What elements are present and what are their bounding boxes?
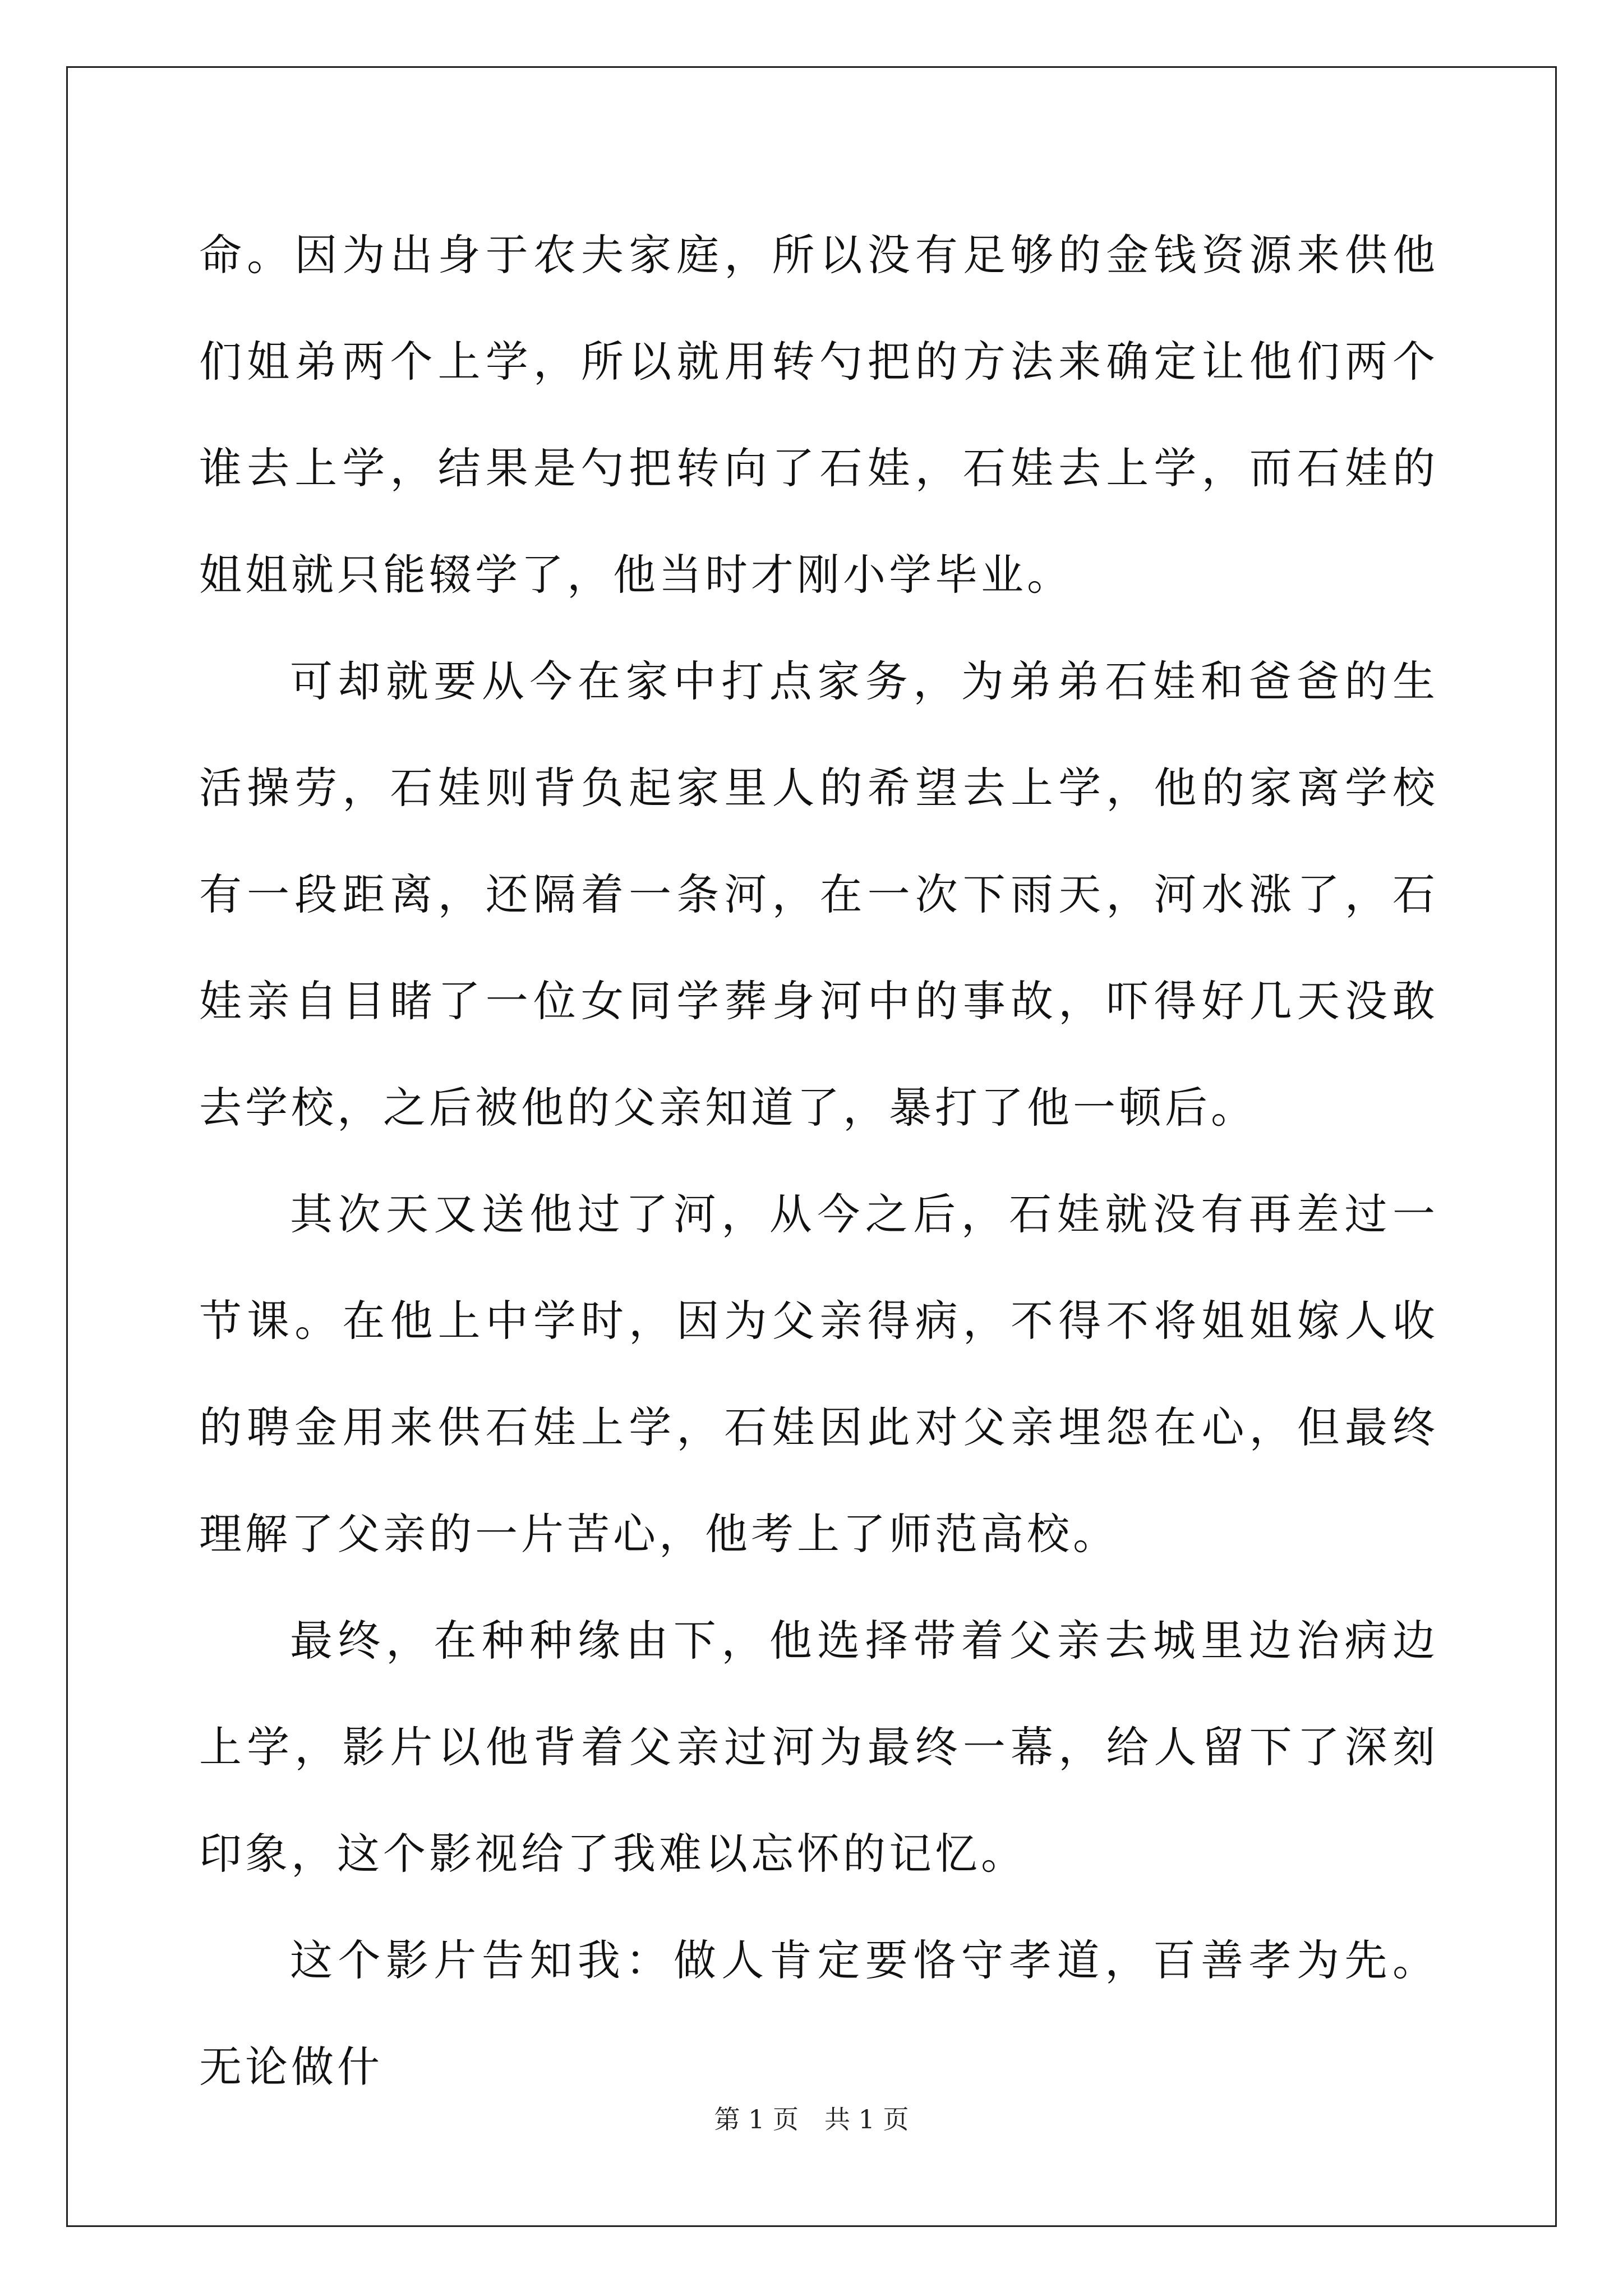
paragraph-1: 命。因为出身于农夫家庭，所以没有足够的金钱资源来供他们姐弟两个上学，所以就用转勺把的方法来确定让他们两个谁去上学，结果是勺把转向了石娃，石娃去上学，而石娃的姐姐就只能辍学了，他当时才刚小学毕业。 <box>199 230 1438 600</box>
paragraph-4: 最终，在种种缘由下，他选择带着父亲去城里边治病边上学，影片以他背着父亲过河为最终一幕，给人留下了深刻印象，这个影视给了我难以忘怀的记忆。 <box>199 1616 1438 1879</box>
paragraph-2: 可却就要从今在家中打点家务，为弟弟石娃和爸爸的生活操劳，石娃则背负起家里人的希望去上学，他的家离学校有一段距离，还隔着一条河，在一次下雨天，河水涨了，石娃亲自目睹了一位女同学葬身河中的事故，吓得好几天没敢去学校，之后被他的父亲知道了，暴打了他一顿后。 <box>199 656 1438 1133</box>
document-body <box>199 202 1438 2120</box>
page-footer: 第 1 页 共 1 页 <box>714 2104 909 2134</box>
paragraph-3: 其次天又送他过了河，从今之后，石娃就没有再差过一节课。在他上中学时，因为父亲得病，不得不将姐姐嫁人收的聘金用来供石娃上学，石娃因此对父亲埋怨在心，但最终理解了父亲的一片苦心，他考上了师范高校。 <box>199 1189 1438 1559</box>
paragraph-5: 这个影片告知我：做人肯定要恪守孝道，百善孝为先。无论做什 <box>199 1935 1438 2092</box>
